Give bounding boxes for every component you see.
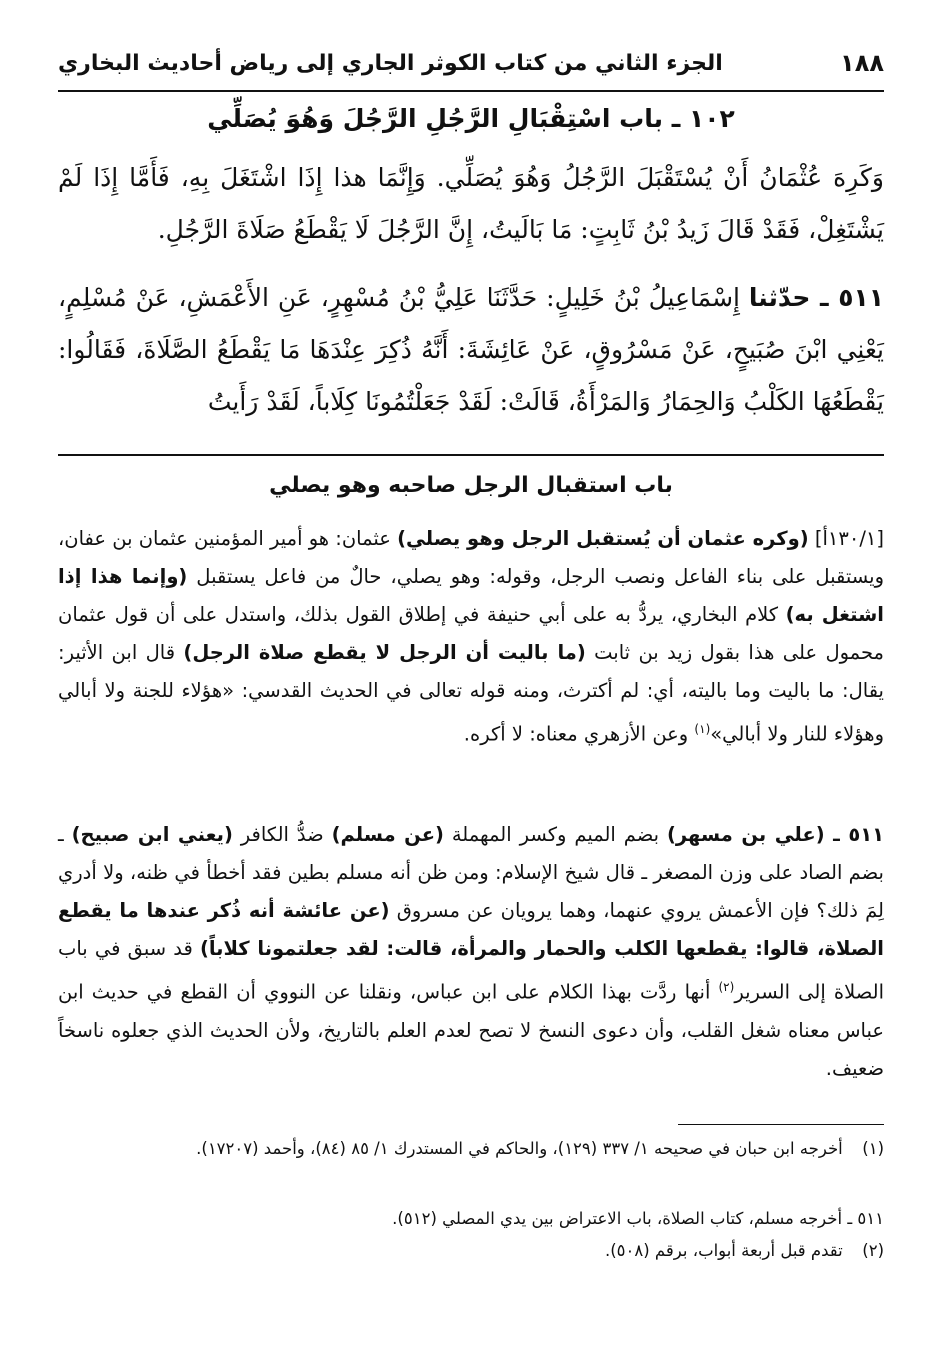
quoted-text: (وإنما هذا إذا اشتغل به) bbox=[58, 565, 884, 626]
quoted-text: (علي بن مسهر) bbox=[666, 823, 825, 846]
hadith-number-lead: ٥١١ ـ حدّثنا bbox=[748, 283, 885, 312]
footnote-number: (١) bbox=[862, 1139, 884, 1158]
footnote-text: تقدم قبل أربعة أبواب، برقم (٥٠٨). bbox=[604, 1241, 843, 1260]
commentary-paragraph-2 bbox=[58, 816, 884, 1088]
quoted-text: (عن عائشة أنه ذُكر عندها ما يقطع الصلاة، قالوا: يقطعها الكلب والحمار والمرأة، قالت: لقد جعلتمونا كلاباً) bbox=[58, 899, 884, 960]
footnote-2 bbox=[66, 1204, 884, 1234]
running-title: الجزء الثاني من كتاب الكوثر الجاري إلى رياض أحاديث البخاري bbox=[58, 50, 723, 76]
footnote-text: أخرجه ابن حبان في صحيحه ١/ ٣٣٧ (١٢٩)، والحاكم في المستدرك ١/ ٨٥ (٨٤)، وأحمد (١٧٢٠٧). bbox=[196, 1139, 843, 1158]
footnote-divider bbox=[678, 1124, 884, 1125]
footnote-ref: (١) bbox=[694, 722, 711, 736]
quoted-text: ٥١١ ـ bbox=[824, 823, 885, 846]
commentary-text: عثمان: هو أمير المؤمنين عثمان بن عفان، ويستقبل على بناء الفاعل ونصب الرجل، وقوله: وهو يصلي، حالٌ من فاعل يستقبل bbox=[58, 527, 884, 588]
page-header bbox=[58, 36, 884, 92]
commentary-text: قد سبق في باب الصلاة إلى السرير bbox=[58, 937, 884, 1004]
footnote-number: ٥١١ ـ bbox=[847, 1209, 884, 1228]
commentary-title: باب استقبال الرجل صاحبه وهو يصلي bbox=[269, 473, 673, 498]
footnote-1 bbox=[66, 1134, 884, 1164]
commentary-text: قال ابن الأثير: يقال: ما باليت وما باليته، أي: لم أكترث، ومنه قوله تعالى في الحديث القدسي: «هؤلاء للجنة ولا أبالي وهؤلاء للنار ولا أبالي» bbox=[58, 641, 884, 746]
commentary-text: ضدُّ الكافر bbox=[232, 823, 332, 846]
commentary-text: أنها ردَّت بهذا الكلام على ابن عباس، ونقلنا عن النووي أن القطع في حديث ابن عباس معناه شغل القلب، وأن دعوى النسخ لا تصح لعدم العلم بالتاريخ، ولأن الحديث الذي جعلوه ناسخاً ضعيف. bbox=[58, 980, 884, 1080]
quoted-text: (ما باليت أن الرجل لا يقطع صلاة الرجل) bbox=[183, 641, 586, 664]
quoted-text: (يعني ابن صبيح) bbox=[71, 823, 233, 846]
commentary-paragraph-1 bbox=[58, 520, 884, 754]
commentary-text: ـ بضم الصاد على وزن المصغر ـ قال شيخ الإسلام: ومن ظن أنه مسلم بطين فقد أخطأ في ظنه، ولا أدري لِمَ ذلك؟ فإن الأعمش يروي عنهما، وهما يرويان عن مسروق bbox=[58, 823, 885, 922]
page-number: ١٨٨ bbox=[840, 49, 884, 77]
commentary-text: كلام البخاري، يردُّ به على أبي حنيفة في إطلاق القول بذلك، واستدل على أن قول عثمان محمول على هذا بقول زيد بن ثابت bbox=[58, 603, 884, 664]
footnote-3 bbox=[66, 1236, 884, 1266]
quoted-text: (وكره عثمان أن يُستقبل الرجل وهو يصلي) bbox=[397, 527, 809, 550]
chapter-title: ١٠٢ ـ باب اسْتِقْبَالِ الرَّجُلِ الرَّجُلَ وَهُوَ يُصَلِّي bbox=[207, 104, 735, 133]
quoted-text: (عن مسلم) bbox=[331, 823, 444, 846]
commentary-text: بضم الميم وكسر المهملة bbox=[443, 823, 667, 846]
matn-paragraph-2 bbox=[58, 272, 884, 428]
section-divider bbox=[58, 454, 884, 456]
footnote-ref: (٢) bbox=[718, 980, 735, 994]
commentary-text: وعن الأزهري معناه: لا أكره. bbox=[463, 722, 695, 746]
footnote-text: أخرجه مسلم، كتاب الصلاة، باب الاعتراض بين يدي المصلي (٥١٢). bbox=[392, 1209, 843, 1228]
matn-paragraph-1: وَكَرِهَ عُثْمَانُ أَنْ يُسْتَقْبَلَ الرَّجُلُ وَهُوَ يُصَلِّي. وَإِنَّمَا هذا إِذَا اشْتَغَلَ بِهِ، فَأَمَّا إِذَا لَمْ يَشْتَغِلْ، فَقَدْ قَالَ زَيدُ بْنُ ثَابِتٍ: مَا بَالَيتُ، إِنَّ الرَّجُلَ لَا يَقْطَعُ صَلَاةَ الرَّجُلِ. bbox=[58, 163, 884, 244]
footnote-number: (٢) bbox=[862, 1241, 884, 1260]
commentary-text: [١٣٠/١أ] bbox=[808, 527, 884, 550]
hadith-text: إِسْمَاعِيلُ بْنُ خَلِيلٍ: حَدَّثَنَا عَلِيُّ بْنُ مُسْهِرٍ، عَنِ الأَعْمَشِ، عَنْ مُسْلِمٍ، يَعْنِي ابْنَ صُبَيحٍ، عَنْ مَسْرُوقٍ، عَنْ عَائِشَةَ: أَنَّهُ ذُكِرَ عِنْدَهَا مَا يَقْطَعُ الصَّلَاةَ، فَقَالُوا: يَقْطَعُهَا الكَلْبُ وَالحِمَارُ وَالمَرْأَةُ، قَالَتْ: لَقَدْ جَعَلْتُمُونَا كِلَاباً، لَقَدْ رَأَيتُ bbox=[58, 283, 884, 416]
